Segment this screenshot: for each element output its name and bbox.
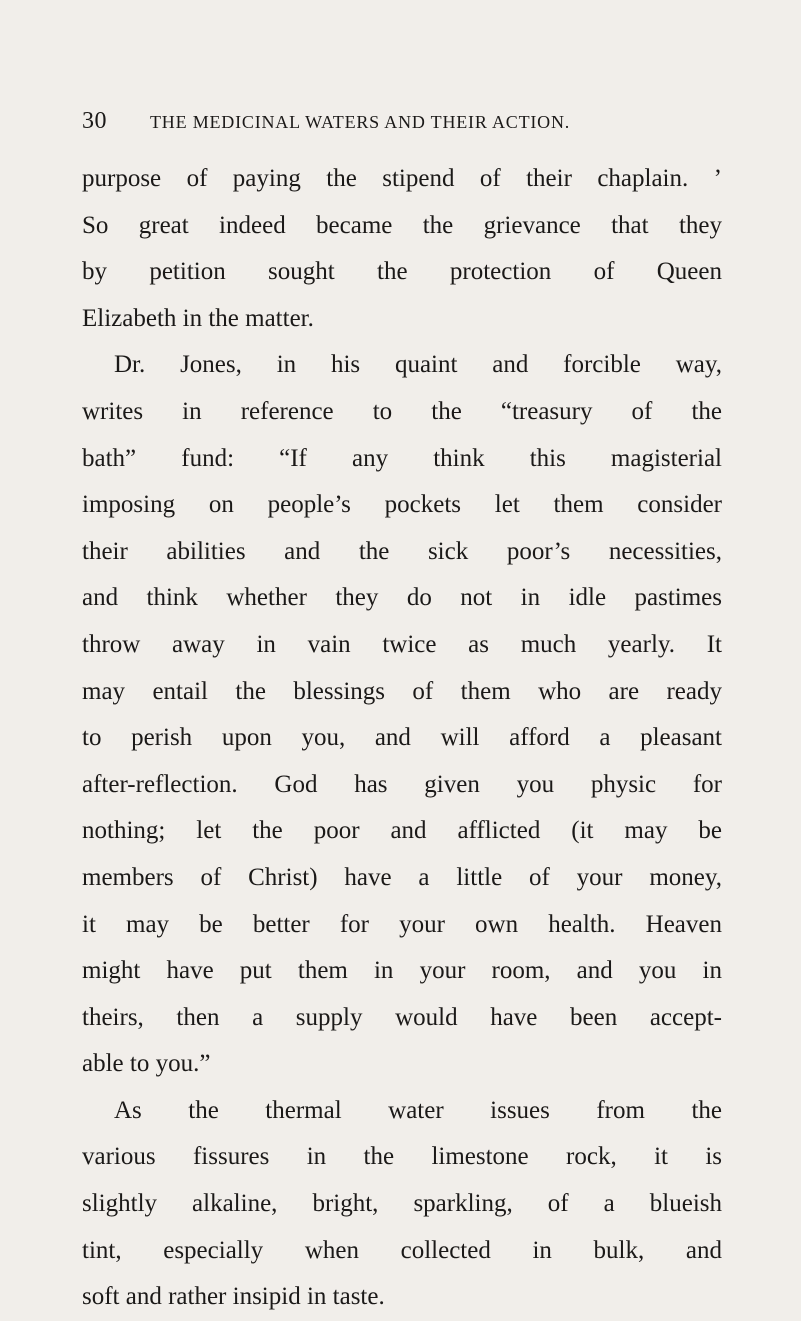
text-line: writes in reference to the “treasury of the (82, 397, 722, 425)
text-line: purpose of paying the stipend of their chaplain. ’ (82, 165, 722, 192)
text-line: tint, especially when collected in bulk, and (82, 1236, 722, 1264)
text-line: So great indeed became the grievance that they (82, 211, 722, 239)
text-line: might have put them in your room, and you in (82, 957, 722, 985)
text-line: Dr. Jones, in his quaint and forcible way, (114, 351, 722, 379)
body-text (82, 156, 722, 1321)
running-title: THE MEDICINAL WATERS AND THEIR ACTION. (150, 112, 571, 132)
running-head (82, 106, 722, 136)
text-line: may entail the blessings of them who are ready (82, 677, 722, 705)
text-line: to perish upon you, and will afford a pleasant (82, 724, 722, 752)
text-line: nothing; let the poor and afflicted (it may be (82, 817, 722, 845)
text-line: by petition sought the protection of Queen (82, 258, 722, 286)
text-line: soft and rather insipid in taste. (82, 1283, 385, 1311)
text-line: throw away in vain twice as much yearly. It (82, 630, 722, 658)
text-line: their abilities and the sick poor’s necessities, (82, 537, 722, 565)
text-line: after-reflection. God has given you physic for (82, 770, 722, 798)
text-line: slightly alkaline, bright, sparkling, of a blueish (82, 1190, 722, 1218)
text-line: bath” fund: “If any think this magisterial (82, 444, 722, 472)
text-line: various fissures in the limestone rock, it is (82, 1143, 722, 1171)
text-line: able to you.” (82, 1050, 211, 1078)
text-line: theirs, then a supply would have been accept- (82, 1003, 722, 1031)
text-line: As the thermal water issues from the (114, 1096, 722, 1124)
text-line: imposing on people’s pockets let them consider (82, 491, 722, 519)
text-line: it may be better for your own health. Heaven (82, 910, 722, 938)
text-line: and think whether they do not in idle pastimes (82, 584, 722, 612)
text-line: Elizabeth in the matter. (82, 304, 314, 332)
page-number: 30 (82, 108, 107, 134)
text-line: members of Christ) have a little of your money, (82, 863, 722, 891)
